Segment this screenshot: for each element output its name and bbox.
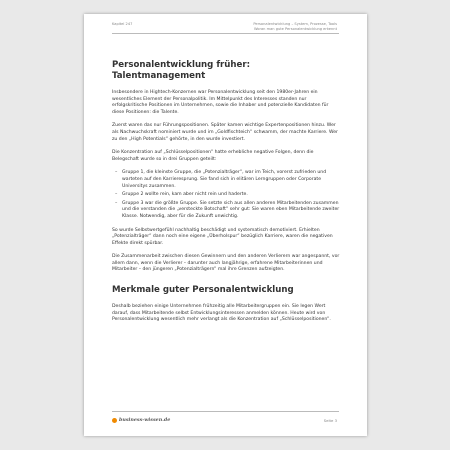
list-item-text: Gruppe 1, die kleinste Gruppe, die „Potenzialträger“, war im Teich, vorerst zufrieden und warteten auf den Karrieresprung. Sie fand sich in elitären Lerngruppen oder Corporate Universitys zusammen. <box>122 170 327 189</box>
footer-logo <box>112 417 170 423</box>
list-item-text: Gruppe 2 wollte rein, kam aber nicht rein und haderte. <box>122 192 248 198</box>
header-title-line2: Woran man gute Personalentwicklung erkennt <box>253 26 337 31</box>
header-title <box>253 22 337 31</box>
logo-dot-icon <box>112 418 117 423</box>
page-content <box>112 60 340 331</box>
header-divider <box>112 33 339 34</box>
paragraph: So wurde Selbstwertgefühl nachhaltig beschädigt und systematisch demotiviert. Erhielten „Potenzialträger“ dann noch eine eigene „Überholspur“ bezüglich Karriere, waren die negativen Effekte direkt spürbar. <box>112 227 333 246</box>
list-item <box>112 170 340 190</box>
header-title-line1: Personalentwicklung – System, Prozesse, Tools <box>253 22 337 26</box>
paragraph: Die Konzentration auf „Schlüsselpositionen“ hatte erhebliche negative Folgen, denn die Belegschaft wurde so in drei Gruppen geteilt: <box>112 150 314 162</box>
bullet-dash: – <box>115 192 118 198</box>
paragraph: Die Zusammenarbeit zwischen diesen Gewinnern und den anderen Verlierern war angespannt, vor allem dann, wenn die Verlierer – darunter auch langjährige, erfahrene Mitarbeiterinnen und Mitarbeiter – den jüngeren „Potenzialträgern“ mal ihre Grenzen aufzeigten. <box>112 254 340 273</box>
bullet-dash: – <box>115 200 118 206</box>
paragraph: Zuerst waren das nur Führungspositionen. Später kamen wichtige Expertenpositionen hinzu. Wer als Nachwuchskraft nominiert wurde und im „Goldfischteich“ schwamm, der machte Karriere. Wer zu den „High Potentials“ gehörte, in den wurde investiert. <box>112 123 338 142</box>
list-item <box>112 192 340 199</box>
group-list <box>112 170 340 220</box>
page-number: Seite 3 <box>323 418 337 423</box>
document-page <box>84 14 367 436</box>
footer-divider <box>112 411 339 412</box>
header-chapter: Kapitel 247 <box>112 22 133 26</box>
paragraph: Deshalb beziehen einige Unternehmen frühzeitig alle Mitarbeitergruppen ein. Sie legen Wert darauf, dass Mitarbeitende selbst Entwicklungsinteressen anmelden können. Heute wird von Personalentwicklung wesentlich mehr verlangt als die Konzentration auf „Schlüsselpositionen“. <box>112 304 331 323</box>
list-item <box>112 201 340 221</box>
bullet-dash: – <box>115 170 118 176</box>
section-heading-merkmale: Merkmale guter Personalentwicklung <box>112 285 294 296</box>
paragraph: Insbesondere in Hightech-Konzernen war Personalentwicklung seit den 1980er-Jahren ein wesentliches Element der Personalpolitik. Im Mittelpunkt des Interesses standen nur erfolgskritische Positionen im Unternehmen, sowie die Inhaber und potenzielle Kandidaten für diese Positionen: die Talente. <box>112 90 329 115</box>
list-item-text: Gruppe 3 war die größte Gruppe. Sie setzte sich aus allen anderen Mitarbeitenden zusammen und die verstanden die „versteckte Botschaft“ sehr gut: Sie waren eben Mitarbeitende zweiter Klasse. Notwendig, aber für die Zukunft unwichtig. <box>122 200 340 219</box>
footer-logo-text: business-wissen.de <box>119 417 171 423</box>
section-heading-talentmanagement: Personalentwicklung früher: Talentmanagement <box>112 60 251 81</box>
